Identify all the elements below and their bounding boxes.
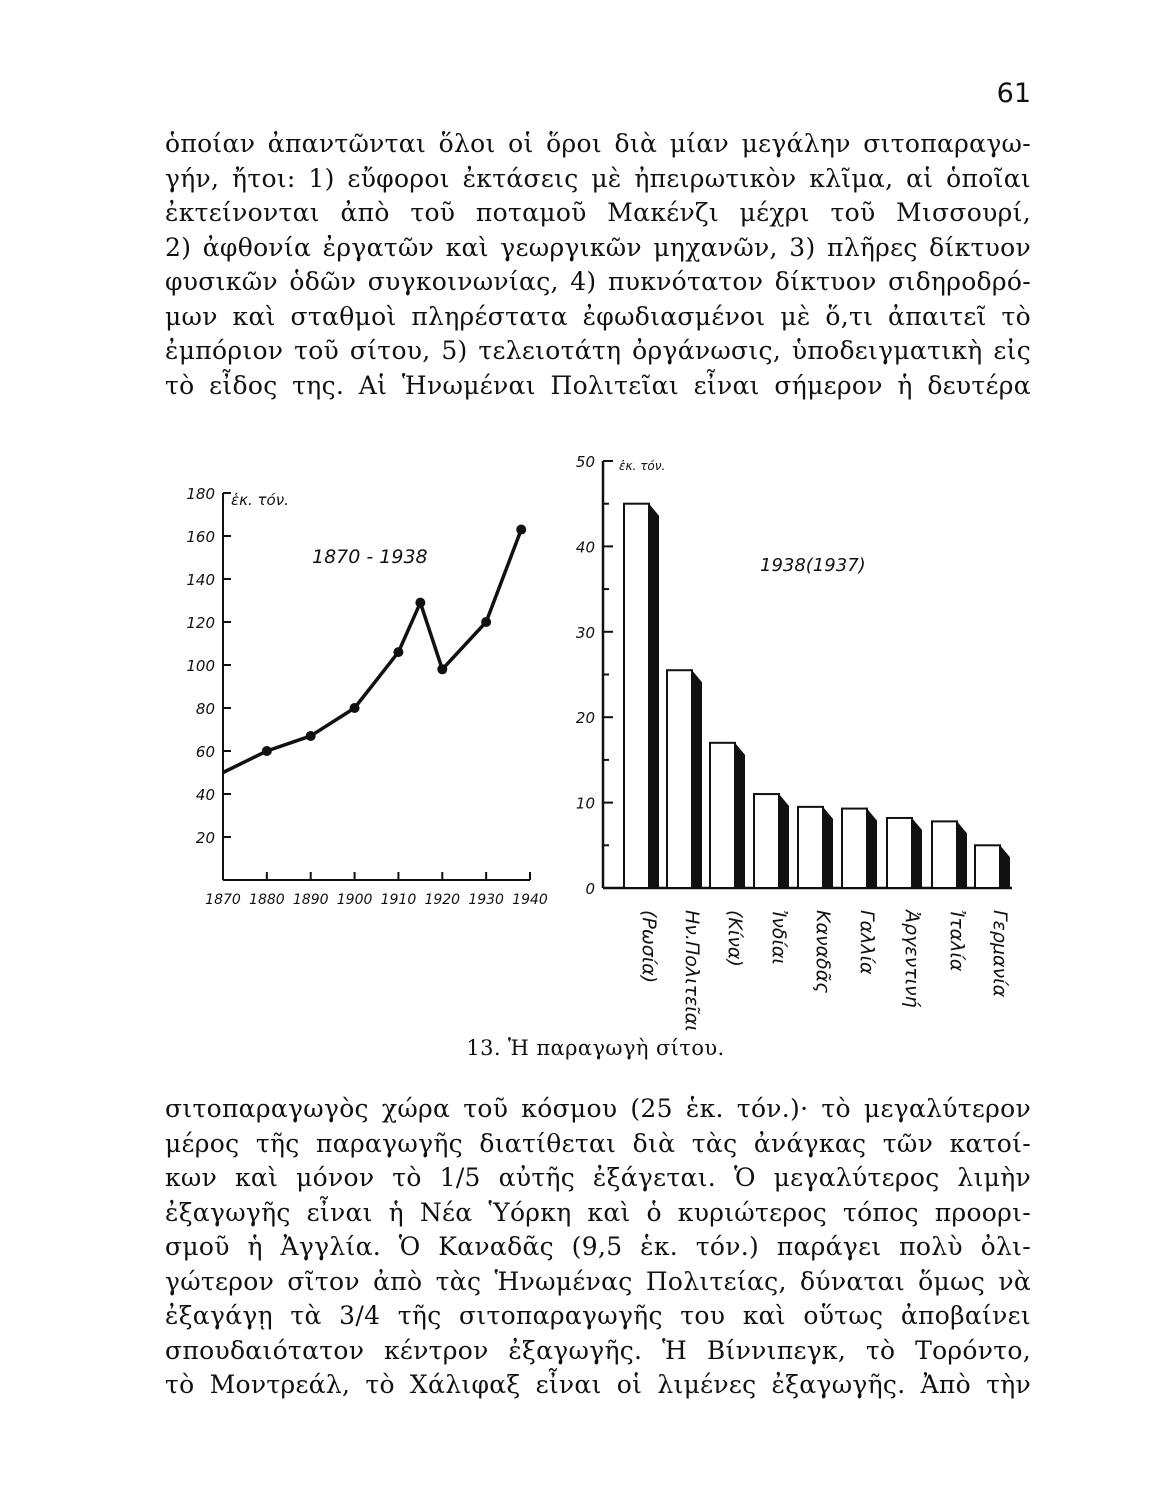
bar-shadow	[649, 504, 659, 888]
page-number: 61	[996, 78, 1031, 109]
bar	[710, 743, 735, 888]
category-label: Γαλλία	[856, 910, 878, 975]
y-unit-label: ἑκ. τόν.	[231, 491, 289, 509]
x-tick-label: 1880	[249, 892, 285, 908]
category-label: Ἰνδίαι	[768, 910, 790, 965]
x-tick-label: 1870	[205, 892, 241, 908]
bar-shadow	[823, 807, 833, 888]
text-line: κων καὶ μόνον τὸ 1/5 αὐτῆς ἐξάγεται. Ὁ μεγαλύτερος λιμὴν	[165, 1163, 1031, 1192]
category-label: Ην.Πολιτεῖαι	[681, 910, 703, 1032]
x-tick-label: 1940	[512, 892, 548, 908]
category-label: Γερμανία	[989, 910, 1011, 998]
chart-title: 1938(1937)	[760, 555, 866, 576]
category-label: Καναδᾶς	[812, 910, 834, 994]
y-tick-label: 80	[195, 700, 215, 718]
y-tick-label: 40	[195, 786, 215, 804]
bar-shadow	[1000, 845, 1010, 888]
bar	[975, 845, 1000, 888]
bar-chart-1938	[576, 453, 1012, 1032]
bar-shadow	[735, 743, 745, 888]
category-label: (Κίνα)	[724, 910, 746, 967]
category-label: (Ρωσία)	[638, 910, 660, 984]
text-line: ἐξαγωγῆς εἶναι ἡ Νέα Ὑόρκη καὶ ὁ κυριώτερος τόπος προορι-	[165, 1197, 1031, 1227]
data-point	[262, 746, 272, 756]
data-point	[481, 617, 491, 627]
text-line: σιτοπαραγωγὸς χώρα τοῦ κόσμου (25 ἑκ. τόν.)· τὸ μεγαλύτερον	[165, 1094, 1031, 1123]
x-tick-label: 1900	[336, 892, 373, 908]
x-tick-label: 1890	[292, 892, 329, 908]
y-unit-label: ἑκ. τόν.	[619, 459, 666, 473]
text-line: φυσικῶν ὁδῶν συγκοινωνίας, 4) πυκνότατον δίκτυον σιδηροδρό-	[165, 267, 1031, 296]
text-line: ἐξαγάγῃ τὰ 3/4 τῆς σιτοπαραγωγῆς του καὶ οὕτως ἀποβαίνει	[165, 1301, 1031, 1330]
chart-title: 1870 - 1938	[312, 546, 428, 568]
y-tick-label: 100	[186, 657, 215, 675]
data-point	[437, 664, 447, 674]
y-tick-label: 20	[195, 829, 215, 847]
bar-shadow	[867, 809, 877, 888]
text-line: ἐμπόριον τοῦ σίτου, 5) τελειοτάτη ὀργάνωσις, ὑποδειγματικὴ εἰς	[165, 336, 1031, 365]
data-point	[516, 525, 526, 535]
y-tick-label: 60	[195, 743, 215, 761]
text-line: ὁποίαν ἀπαντῶνται ὅλοι οἱ ὅροι διὰ μίαν μεγάλην σιτοπαραγω-	[165, 129, 1031, 158]
data-point	[350, 703, 360, 713]
y-tick-label: 50	[575, 453, 595, 471]
category-label: Ἰταλία	[946, 910, 968, 972]
y-tick-label: 30	[575, 623, 595, 642]
data-point	[306, 731, 316, 741]
bar	[932, 821, 957, 888]
y-tick-label: 180	[186, 485, 215, 503]
text-line: γήν, ἤτοι: 1) εὔφοροι ἐκτάσεις μὲ ἠπειρωτικὸν κλῖμα, αἱ ὁποῖαι	[165, 163, 1031, 193]
text-line: μέρος τῆς παραγωγῆς διατίθεται διὰ τὰς ἀνάγκας τῶν κατοί-	[165, 1128, 1031, 1158]
text-line: σμοῦ ἡ Ἀγγλία. Ὁ Καναδᾶς (9,5 ἑκ. τόν.) παράγει πολὺ ὀλι-	[165, 1232, 1031, 1261]
text-line: 2) ἀφθονία ἐργατῶν καὶ γεωργικῶν μηχανῶν, 3) πλῆρες δίκτυον	[165, 232, 1031, 262]
bar-shadow	[692, 670, 702, 888]
text-line: ἐκτείνονται ἀπὸ τοῦ ποταμοῦ Μακένζι μέχρι τοῦ Μισσουρί,	[165, 198, 1031, 227]
text-line: σπουδαιότατον κέντρον ἐξαγωγῆς. Ἡ Βίννιπεγκ, τὸ Τορόντο,	[165, 1335, 1031, 1365]
bar-shadow	[912, 818, 922, 888]
category-label: Ἀργεντινή	[901, 910, 923, 1008]
y-tick-label: 0	[585, 880, 595, 898]
text-line: μων καὶ σταθμοὶ πληρέστατα ἐφωδιασμένοι μὲ ὅ,τι ἀπαιτεῖ τὸ	[165, 301, 1031, 331]
figure-caption: 13. Ἡ παραγωγὴ σίτου.	[466, 1036, 725, 1060]
y-tick-label: 40	[575, 538, 595, 557]
data-point	[393, 647, 403, 657]
y-tick-label: 20	[575, 709, 595, 728]
y-tick-label: 120	[186, 614, 215, 632]
y-tick-label: 10	[575, 794, 595, 813]
x-tick-label: 1910	[380, 892, 417, 908]
text-line: τὸ εἶδος της. Αἱ Ἡνωμέναι Πολιτεῖαι εἶναι σήμερον ἡ δευτέρα	[165, 370, 1031, 400]
data-point	[415, 598, 425, 608]
bar	[798, 807, 823, 888]
x-tick-label: 1920	[424, 892, 461, 908]
bar	[624, 504, 649, 888]
x-tick-label: 1930	[468, 892, 504, 908]
y-tick-label: 160	[186, 528, 215, 546]
bar	[842, 809, 867, 888]
text-line: τὸ Μοντρεάλ, τὸ Χάλιφαξ εἶναι οἱ λιμένες ἐξαγωγῆς. Ἀπὸ τὴν	[165, 1370, 1031, 1399]
y-tick-label: 140	[186, 571, 215, 589]
bar	[887, 818, 912, 888]
bar-shadow	[779, 794, 789, 888]
bar	[754, 794, 779, 888]
text-line: γώτερον σῖτον ἀπὸ τὰς Ἡνωμένας Πολιτείας, δύναται ὅμως νὰ	[165, 1266, 1031, 1296]
line-chart-1870-1938	[186, 485, 548, 908]
paragraph-bottom	[165, 1092, 1031, 1403]
bar	[667, 670, 692, 888]
bar-shadow	[957, 821, 967, 888]
